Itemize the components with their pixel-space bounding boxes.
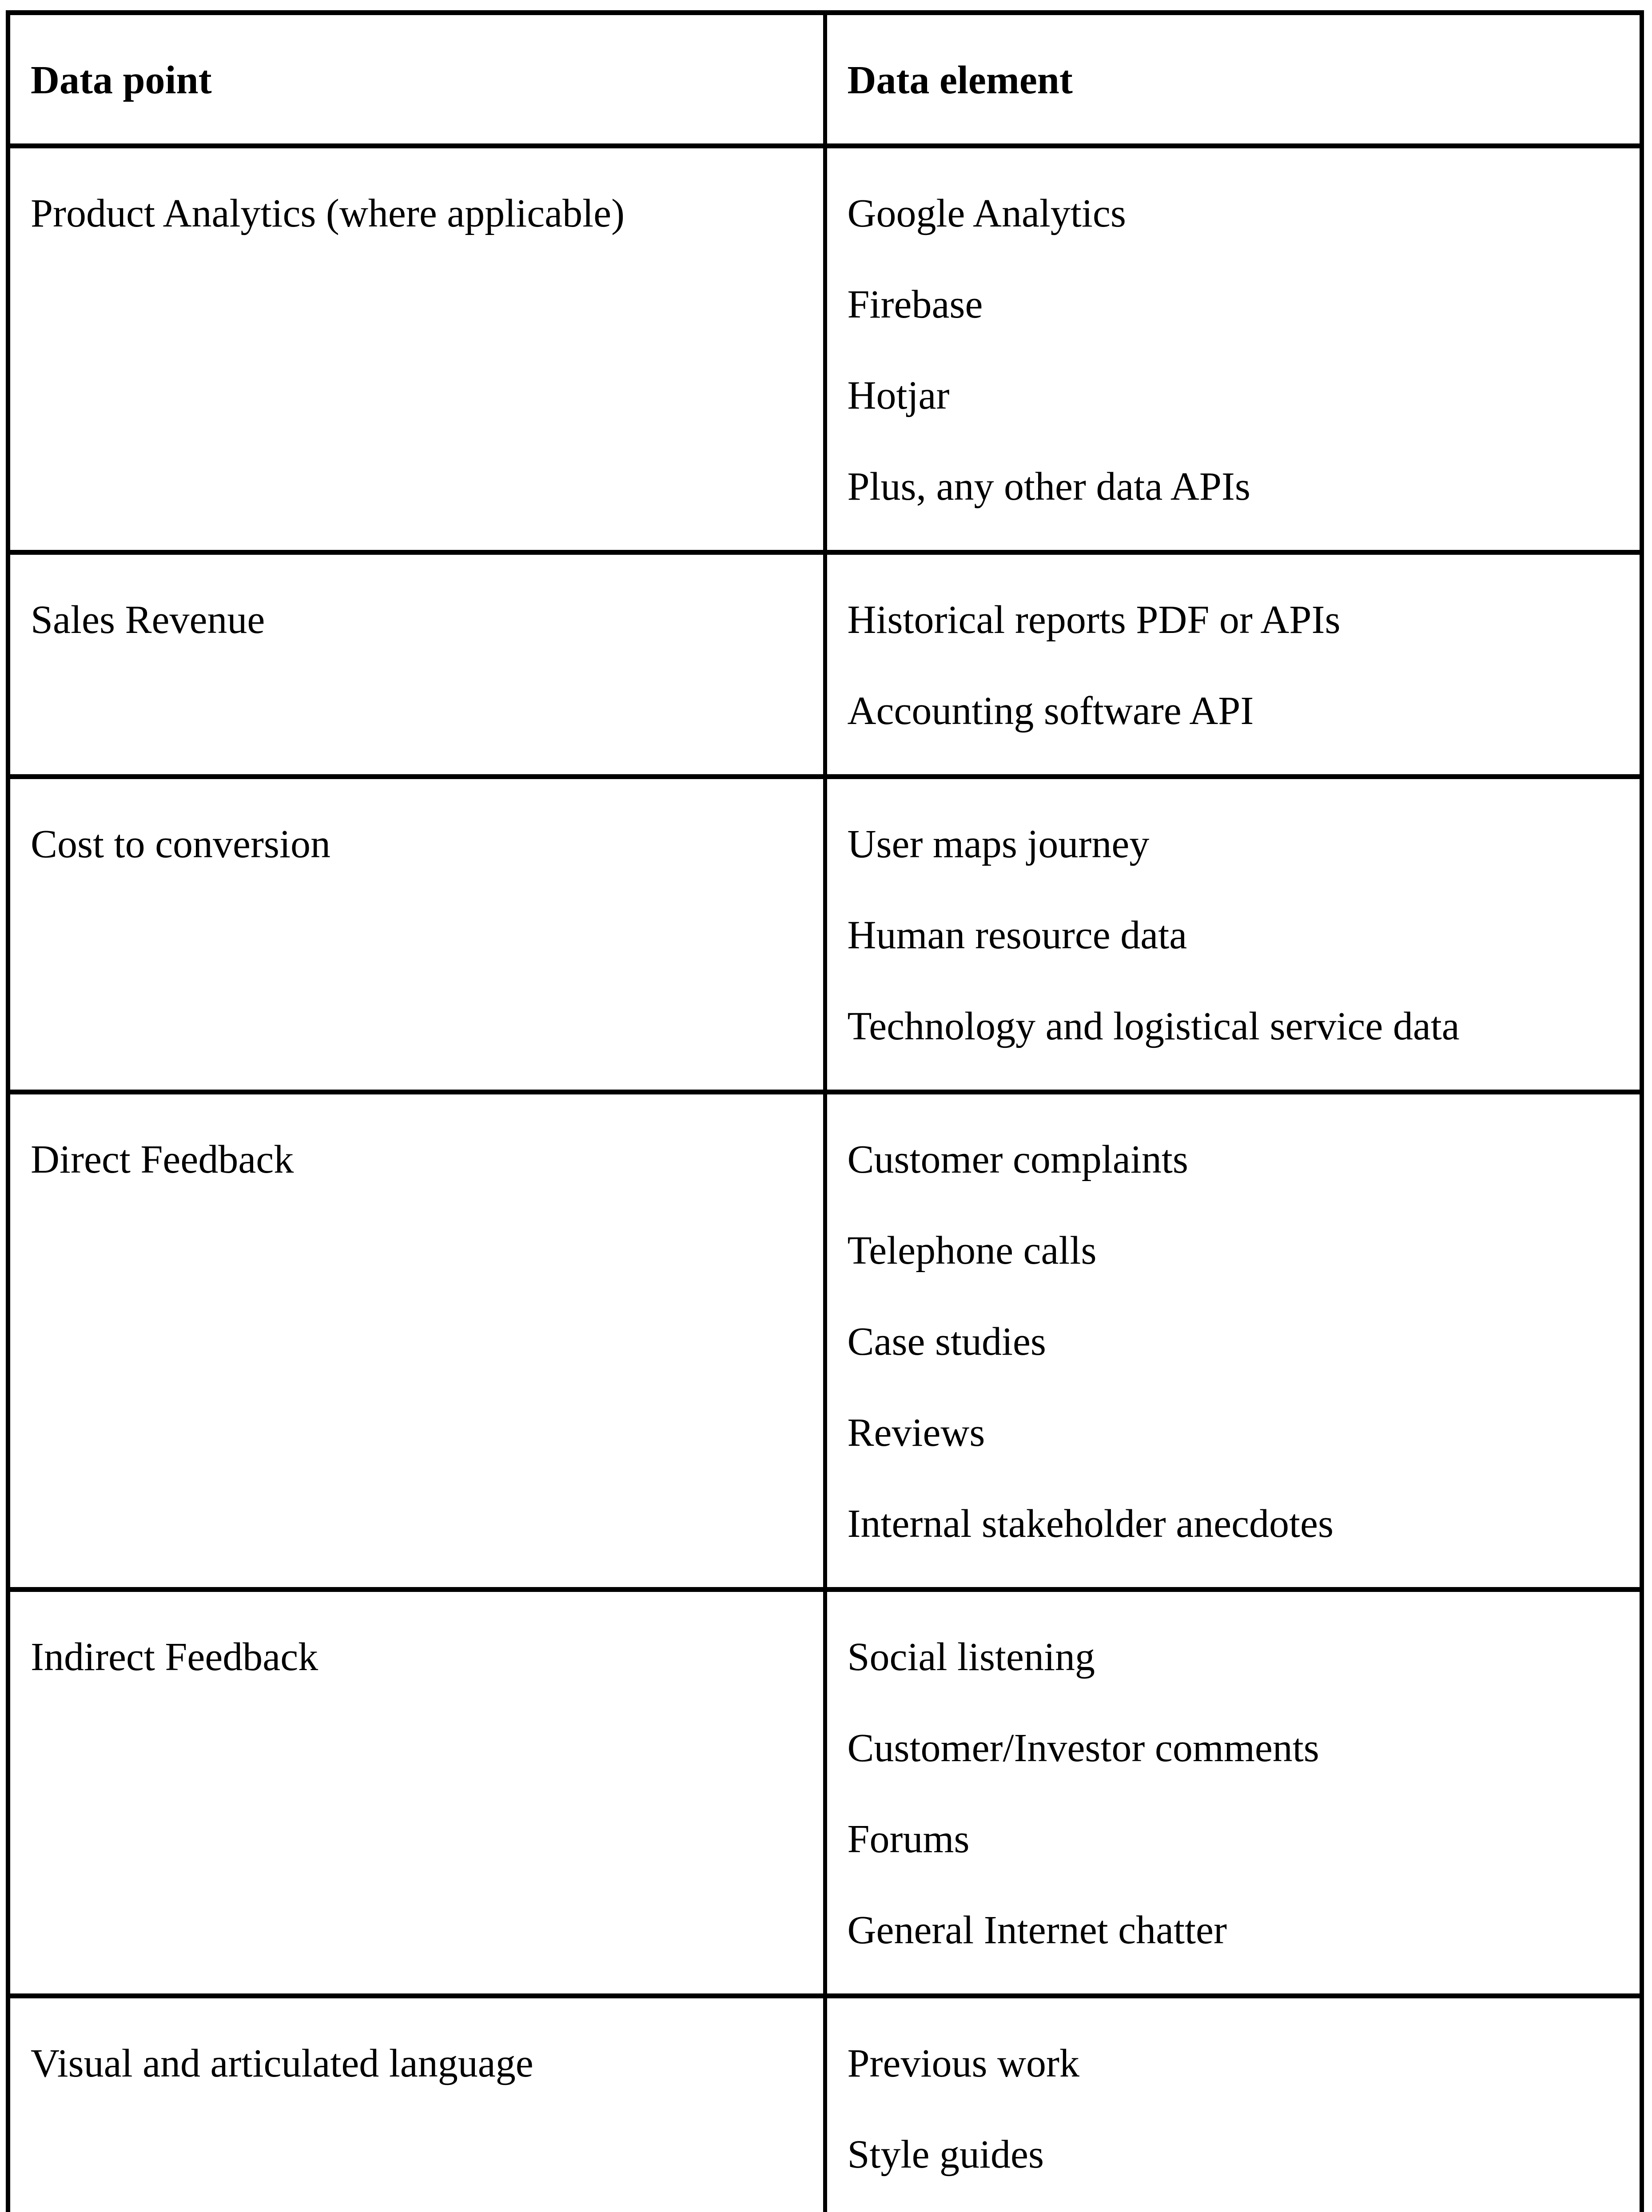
- data-element-text: Previous work: [847, 2041, 1079, 2085]
- data-element-text: Technology and logistical service data: [847, 1004, 1460, 1048]
- data-element-text: General Internet chatter: [847, 1908, 1227, 1952]
- data-element-cell: [825, 1590, 1642, 1996]
- data-point-text: Product Analytics (where applicable): [31, 191, 625, 235]
- data-element-text: Forums: [847, 1817, 970, 1861]
- data-element-text: Internal stakeholder anecdotes: [847, 1502, 1334, 1546]
- data-element-text: Google Analytics: [847, 191, 1126, 235]
- data-element-text: Style guides: [847, 2132, 1044, 2176]
- column-header-data-point: Data point: [8, 13, 825, 146]
- data-point-text: Sales Revenue: [31, 598, 265, 642]
- data-element-text: Accounting software API: [847, 689, 1254, 733]
- data-element-text: Case studies: [847, 1320, 1046, 1364]
- data-element-text: User maps journey: [847, 822, 1150, 866]
- data-element-text: Customer complaints: [847, 1138, 1188, 1182]
- table-row: [8, 1996, 1642, 2212]
- data-element-cell: [825, 146, 1642, 553]
- data-point-cell: [8, 1996, 825, 2212]
- column-header-data-element: Data element: [825, 13, 1642, 146]
- table-header-row: [8, 13, 1642, 146]
- data-element-cell: [825, 553, 1642, 777]
- data-point-cell: [8, 1092, 825, 1590]
- table-row: [8, 146, 1642, 553]
- data-element-text: Firebase: [847, 282, 983, 326]
- data-point-text: Visual and articulated language: [31, 2041, 533, 2085]
- data-element-text: Plus, any other data APIs: [847, 465, 1250, 509]
- data-point-cell: [8, 553, 825, 777]
- data-point-cell: [8, 1590, 825, 1996]
- table-row: [8, 553, 1642, 777]
- table-row: [8, 1590, 1642, 1996]
- data-point-cell: [8, 146, 825, 553]
- data-element-text: Customer/Investor comments: [847, 1726, 1319, 1770]
- data-element-cell: [825, 777, 1642, 1092]
- table-row: [8, 777, 1642, 1092]
- table-row: [8, 1092, 1642, 1590]
- data-element-cell: [825, 1996, 1642, 2212]
- data-mapping-table: [6, 10, 1644, 2212]
- data-element-text: Hotjar: [847, 374, 950, 418]
- data-point-text: Direct Feedback: [31, 1138, 294, 1182]
- data-element-text: Reviews: [847, 1411, 985, 1455]
- data-point-cell: [8, 777, 825, 1092]
- data-element-text: Telephone calls: [847, 1229, 1097, 1273]
- data-element-text: Human resource data: [847, 913, 1187, 957]
- data-element-text: Historical reports PDF or APIs: [847, 598, 1341, 642]
- data-element-cell: [825, 1092, 1642, 1590]
- data-point-text: Indirect Feedback: [31, 1635, 318, 1679]
- data-element-text: Social listening: [847, 1635, 1095, 1679]
- data-point-text: Cost to conversion: [31, 822, 330, 866]
